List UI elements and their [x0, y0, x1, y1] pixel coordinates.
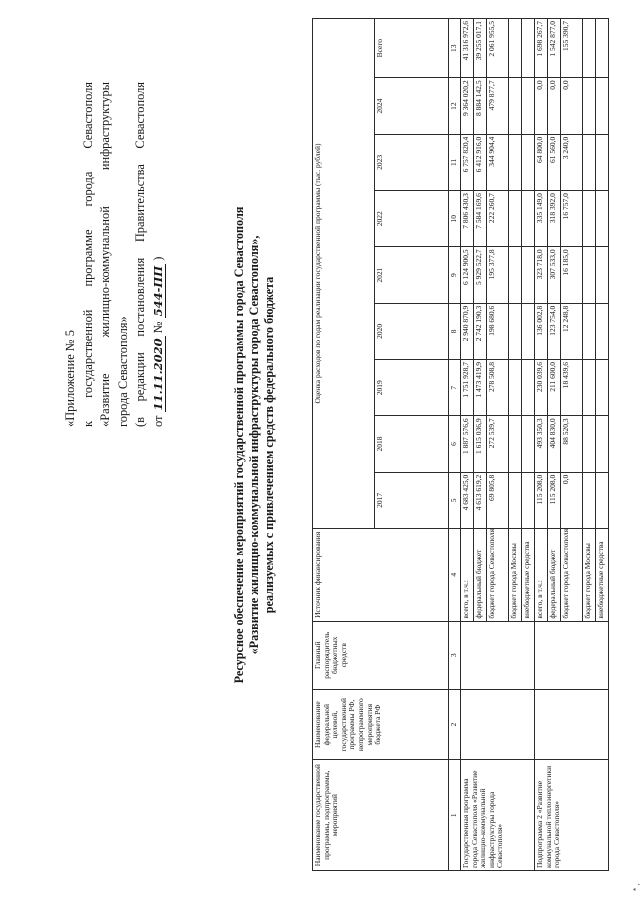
table-row [535, 19, 548, 871]
value-cell: 230 039,6 [535, 360, 548, 416]
value-cell [509, 78, 522, 134]
value-cell [522, 416, 535, 472]
value-cell: 12 248,8 [561, 303, 583, 359]
value-cell: 344 904,4 [487, 134, 509, 190]
header-year: 2017 [375, 472, 449, 528]
appendix-line: «Приложение № 5 [63, 330, 77, 427]
value-cell: 1 473 419,9 [474, 360, 487, 416]
value-cell: 7 584 169,6 [474, 191, 487, 247]
value-cell [522, 472, 535, 528]
value-cell: 3 240,0 [561, 134, 583, 190]
value-cell: 493 350,3 [535, 416, 548, 472]
value-cell: 0,0 [561, 78, 583, 134]
value-cell: 4 613 619,2 [474, 472, 487, 528]
header-federal-program: Наименование федеральной целевой, государственной программы РФ, непрограммного мероприятия бюджета РФ [313, 689, 449, 759]
header-year: 2021 [375, 247, 449, 303]
header-estimate: Оценка расходов по годам реализации государственной программы (тыс. рублей) [313, 19, 375, 529]
source-cell: федеральный бюджет [474, 529, 487, 622]
source-cell: бюджет города Москвы [509, 529, 522, 622]
document-title [232, 75, 277, 815]
value-cell: 211 600,0 [548, 360, 561, 416]
column-number: 8 [449, 303, 461, 359]
value-cell [583, 303, 596, 359]
source-cell: всего, в т.ч.: [461, 529, 474, 622]
value-cell: 41 316 972,6 [461, 19, 474, 78]
value-cell [583, 472, 596, 528]
value-cell: 278 508,8 [487, 360, 509, 416]
program-name-cell: Государственная программа города Севастополя «Развитие жилищно-коммунальной инфраструктуры города Севастополя» [461, 760, 535, 871]
appendix-date-line [150, 82, 168, 427]
value-cell: 7 806 430,3 [461, 191, 474, 247]
value-cell: 16 185,0 [561, 247, 583, 303]
handwritten-date: 11.11.2020 [150, 338, 165, 411]
value-cell: 335 149,0 [535, 191, 548, 247]
value-cell: 307 533,0 [548, 247, 561, 303]
value-cell: 2 061 955,5 [487, 19, 509, 78]
value-cell [583, 416, 596, 472]
value-cell: 88 520,3 [561, 416, 583, 472]
value-cell: 5 929 522,7 [474, 247, 487, 303]
source-cell: всего, в т.ч.: [535, 529, 548, 622]
value-cell: 2 940 870,9 [461, 303, 474, 359]
column-number: 3 [449, 621, 461, 689]
title-line: реализуемых с привлечением средств федерального бюджета [262, 276, 276, 614]
column-number: 10 [449, 191, 461, 247]
funding-table [312, 18, 609, 871]
appendix-line: города Севастополя» [115, 316, 130, 427]
header-year: 2018 [375, 416, 449, 472]
value-cell [522, 134, 535, 190]
value-cell: 4 683 425,0 [461, 472, 474, 528]
header-manager: Главный распорядитель бюджетных средств [313, 621, 449, 689]
value-cell: 222 260,7 [487, 191, 509, 247]
value-cell: 9 364 020,2 [461, 78, 474, 134]
value-cell [509, 416, 522, 472]
value-cell: 1 751 928,7 [461, 360, 474, 416]
column-number: 7 [449, 360, 461, 416]
value-cell [509, 360, 522, 416]
value-cell: 61 560,0 [548, 134, 561, 190]
value-cell [583, 134, 596, 190]
value-cell [509, 303, 522, 359]
header-name: Наименование государственной программы, подпрограммы, мероприятий [313, 760, 449, 871]
column-number: 4 [449, 529, 461, 622]
value-cell [596, 191, 609, 247]
header-source: Источник финансирования [313, 529, 449, 622]
value-cell [509, 191, 522, 247]
value-cell: 6 757 820,4 [461, 134, 474, 190]
value-cell: 115 208,0 [548, 472, 561, 528]
value-cell: 8 884 142,5 [474, 78, 487, 134]
value-cell: 323 718,0 [535, 247, 548, 303]
closing-paren: ) [150, 256, 165, 261]
value-cell [583, 360, 596, 416]
column-number: 12 [449, 78, 461, 134]
value-cell [522, 78, 535, 134]
value-cell: 16 757,0 [561, 191, 583, 247]
value-cell: 123 754,0 [548, 303, 561, 359]
header-year: Всего [375, 19, 449, 78]
column-number: 2 [449, 689, 461, 759]
value-cell: 155 390,7 [561, 19, 583, 78]
value-cell: 136 002,8 [535, 303, 548, 359]
value-cell: 1 887 576,6 [461, 416, 474, 472]
value-cell [596, 78, 609, 134]
title-line: Ресурсное обеспечение мероприятий государственной программы города Севастополя [232, 206, 246, 684]
value-cell [522, 191, 535, 247]
appendix-header [62, 82, 167, 427]
value-cell [596, 472, 609, 528]
handwritten-number: 544-ПП [150, 265, 165, 317]
source-cell: бюджет города Севастополя [487, 529, 509, 622]
number-sign: № [150, 321, 165, 334]
value-cell: 318 392,0 [548, 191, 561, 247]
value-cell [522, 247, 535, 303]
source-cell: внебюджетные средства [596, 529, 609, 622]
header-year: 2023 [375, 134, 449, 190]
value-cell [509, 19, 522, 78]
appendix-line: (в редакции постановления Правительства Севастополя [133, 82, 147, 427]
value-cell: 69 805,8 [487, 472, 509, 528]
federal-program-cell [535, 689, 609, 759]
value-cell [596, 416, 609, 472]
header-year: 2019 [375, 360, 449, 416]
value-cell: 6 412 916,0 [474, 134, 487, 190]
value-cell: 18 439,6 [561, 360, 583, 416]
value-cell: 0,0 [561, 472, 583, 528]
value-cell [509, 134, 522, 190]
value-cell [596, 19, 609, 78]
source-cell: внебюджетные средства [522, 529, 535, 622]
value-cell: 0,0 [535, 78, 548, 134]
value-cell: 272 539,7 [487, 416, 509, 472]
header-year: 2020 [375, 303, 449, 359]
value-cell: 195 377,8 [487, 247, 509, 303]
value-cell [596, 134, 609, 190]
column-number: 11 [449, 134, 461, 190]
value-cell [522, 360, 535, 416]
value-cell: 2 742 190,3 [474, 303, 487, 359]
date-prefix: от [150, 415, 165, 427]
value-cell [509, 247, 522, 303]
column-number: 13 [449, 19, 461, 78]
value-cell: 39 255 017,1 [474, 19, 487, 78]
program-name-cell: Подпрограмма 2 «Развитие коммунальной теплоэнергетики города Севастополя» [535, 760, 609, 871]
value-cell [583, 247, 596, 303]
source-cell: федеральный бюджет [548, 529, 561, 622]
source-cell: бюджет города Севастополя [561, 529, 583, 622]
header-year: 2022 [375, 191, 449, 247]
value-cell [583, 78, 596, 134]
column-number: 1 [449, 760, 461, 871]
value-cell: 404 830,0 [548, 416, 561, 472]
column-number: 9 [449, 247, 461, 303]
value-cell: 1 542 877,0 [548, 19, 561, 78]
value-cell [596, 247, 609, 303]
value-cell: 6 124 900,5 [461, 247, 474, 303]
value-cell: 115 208,0 [535, 472, 548, 528]
value-cell [522, 303, 535, 359]
title-line: «Развитие жилищно-коммунальной инфраструктуры города Севастополя», [247, 235, 261, 655]
column-number: 5 [449, 472, 461, 528]
value-cell: 1 615 036,9 [474, 416, 487, 472]
header-year: 2024 [375, 78, 449, 134]
table-row [461, 19, 474, 871]
value-cell: 479 877,7 [487, 78, 509, 134]
value-cell [522, 19, 535, 78]
value-cell: 64 800,0 [535, 134, 548, 190]
source-cell: бюджет города Москвы [583, 529, 596, 622]
appendix-line: «Развитие жилищно-коммунальной инфраструктуры [98, 82, 112, 427]
appendix-line: к государственной программе города Севастополя [80, 82, 95, 427]
column-number: 6 [449, 416, 461, 472]
value-cell [583, 191, 596, 247]
value-cell [596, 360, 609, 416]
value-cell: 198 680,6 [487, 303, 509, 359]
value-cell: 0,0 [548, 78, 561, 134]
value-cell [583, 19, 596, 78]
manager-cell [461, 621, 535, 689]
value-cell [509, 472, 522, 528]
manager-cell [535, 621, 609, 689]
federal-program-cell [461, 689, 535, 759]
value-cell [596, 303, 609, 359]
value-cell: 1 698 267,7 [535, 19, 548, 78]
footer-marks: * , [632, 883, 641, 891]
